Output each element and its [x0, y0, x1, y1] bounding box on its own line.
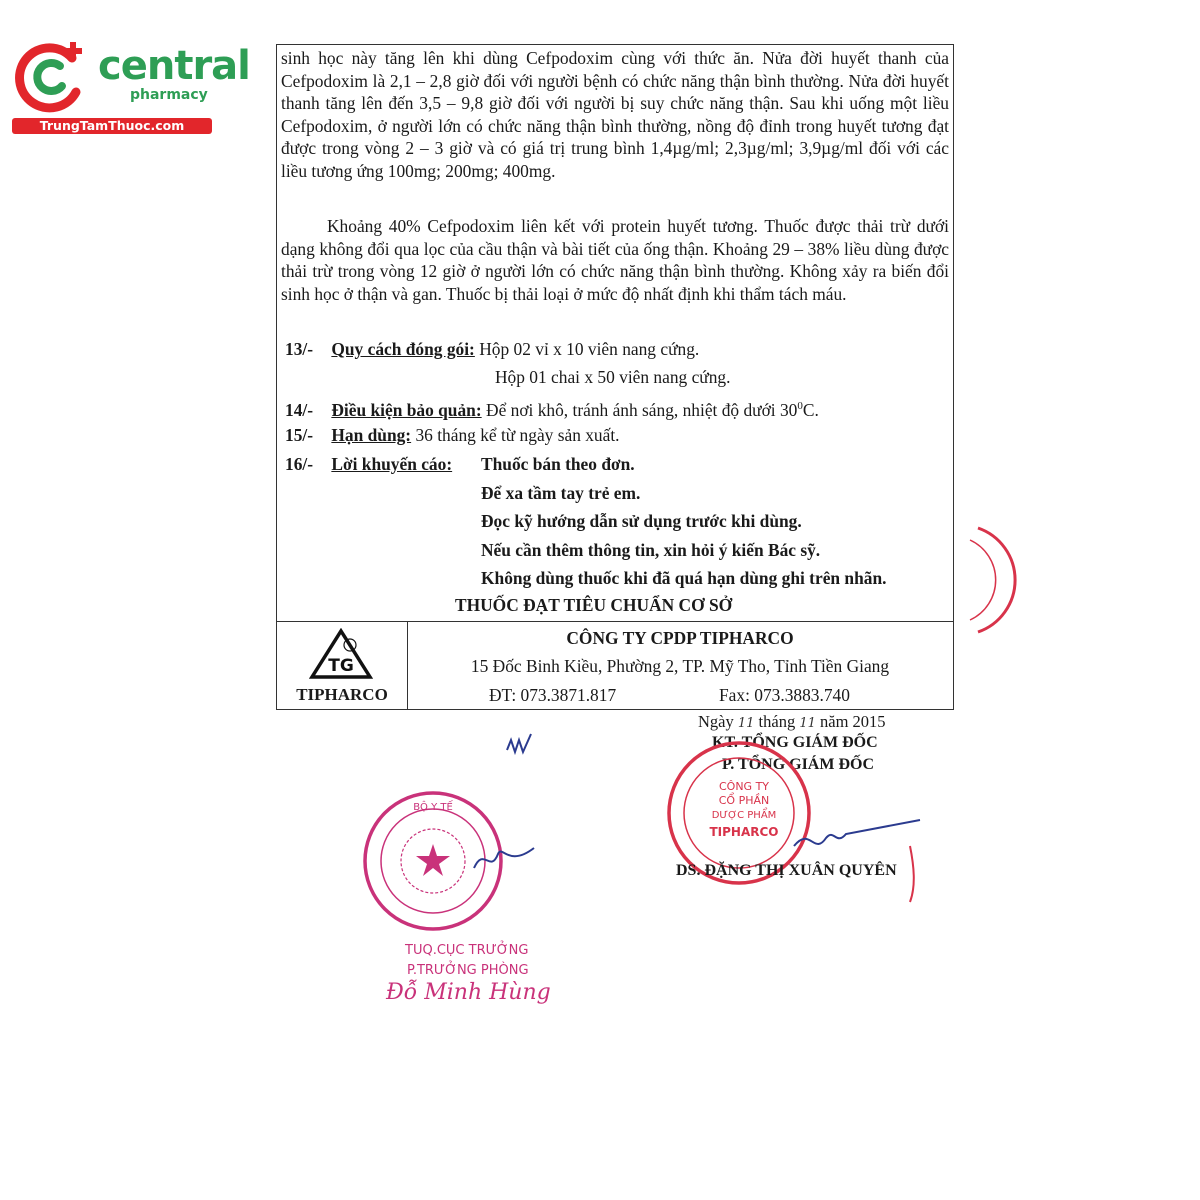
signer-title-1: KT. TỔNG GIÁM ĐỐC: [712, 734, 878, 751]
section-14: [285, 395, 819, 421]
brand-name: central: [98, 43, 250, 89]
section-number: 13/-: [285, 339, 314, 359]
paragraph-protein-binding: Khoảng 40% Cefpodoxim liên kết với protein huyết tương. Thuốc được thải trừ dưới dạng không đổi qua lọc của cầu thận và bài tiết của ống thận. Khoảng 29 – 38% liều dùng được thải trừ trong vòng 12 giờ ở người lớn có chức năng thận bình thường. Không xảy ra biến đổi sinh học ở thận và gan. Thuốc bị thải loại ở mức độ nhất định khi thẩm tách máu.: [281, 216, 949, 304]
signing-date: [698, 712, 886, 732]
temperature-unit: C.: [802, 399, 819, 420]
document-box: [276, 44, 954, 710]
section-number: 16/-: [285, 454, 314, 474]
section-number: 14/-: [285, 399, 314, 420]
stamp-line-3: DƯỢC PHẨM: [711, 810, 777, 821]
date-month-prefix: tháng: [758, 712, 796, 731]
advice-item: Để xa tầm tay trẻ em.: [481, 483, 641, 503]
stamp-line-2: CỔ PHẦN: [718, 794, 770, 807]
company-address: 15 Đốc Binh Kiều, Phường 2, TP. Mỹ Tho, Tỉnh Tiền Giang: [470, 656, 890, 676]
section-16: [285, 453, 452, 475]
date-month: 11: [799, 716, 816, 731]
advice-item: Không dùng thuốc khi đã quá hạn dùng ghi trên nhãn.: [481, 568, 887, 588]
signer-name: DS. ĐẶNG THỊ XUÂN QUYÊN: [676, 862, 897, 879]
company-logo-cell: [277, 622, 408, 710]
logo-letters: TG: [328, 656, 354, 676]
advice-item: Thuốc bán theo đơn.: [481, 454, 635, 474]
company-signature-icon: [790, 806, 930, 906]
partial-stamp-icon: [958, 520, 1018, 640]
section-heading: Hạn dùng:: [331, 425, 412, 445]
company-logo-name: TIPHARCO: [296, 685, 388, 704]
section-heading: Điều kiện bảo quản:: [331, 399, 482, 420]
initial-mark-icon: [505, 730, 545, 760]
section-number: 15/-: [285, 425, 314, 445]
section-text: Hộp 02 vỉ x 10 viên nang cứng.: [479, 339, 700, 359]
company-phone: ĐT: 073.3871.817: [489, 685, 617, 705]
section-13: [285, 338, 699, 360]
date-year: năm 2015: [820, 712, 886, 731]
company-fax: Fax: 073.3883.740: [719, 685, 850, 705]
section-heading: Quy cách đóng gói:: [331, 339, 475, 359]
central-pharmacy-logo: [10, 36, 250, 136]
degree-superscript: 0: [797, 400, 803, 412]
brand-subtitle: pharmacy: [130, 87, 208, 103]
central-pharmacy-logo-mark-icon: [10, 36, 92, 118]
section-heading: Lời khuyến cáo:: [331, 454, 453, 474]
stamp-line-4: TIPHARCO: [709, 825, 779, 839]
quality-standard: THUỐC ĐẠT TIÊU CHUẨN CƠ SỞ: [455, 595, 733, 615]
date-prefix: Ngày: [698, 712, 734, 731]
advice-item: Nếu cần thêm thông tin, xin hỏi ý kiến Bác sỹ.: [481, 540, 821, 560]
gov-title-1: TUQ.CỤC TRƯỞNG: [405, 943, 529, 958]
gov-title-2: P.TRƯỞNG PHÒNG: [407, 963, 529, 978]
gov-signature-icon: [470, 838, 540, 878]
advice-item: Đọc kỹ hướng dẫn sử dụng trước khi dùng.: [481, 511, 802, 531]
stamp-line-1: CÔNG TY: [718, 780, 770, 793]
brand-website: TrungTamThuoc.com: [12, 118, 212, 134]
gov-signer-name: Đỗ Minh Hùng: [386, 980, 551, 1005]
section-15: [285, 424, 620, 446]
paragraph-pharmacokinetics: sinh học này tăng lên khi dùng Cefpodoxim cùng với thức ăn. Nửa đời huyết thanh của Cefpodoxim là 2,1 – 2,8 giờ đối với người bệnh có chức năng thận bình thường. Nửa đời huyết thanh tăng lên đến 3,5 – 9,8 giờ đối với người bị suy chức năng thận. Sau khi uống một liều Cefpodoxim, ở người lớn có chức năng thận bình thường, nồng độ đỉnh trong huyết tương đạt được trong vòng 2 – 3 giờ và có giá trị trung bình 1,4µg/ml; 2,3µg/ml; 3,9µg/ml đối với các liều tương ứng 100mg; 200mg; 400mg.: [281, 48, 949, 181]
tipharco-triangle-logo-icon: [309, 628, 373, 680]
company-info-table: [277, 621, 953, 710]
section-text: Để nơi khô, tránh ánh sáng, nhiệt độ dưới 30: [486, 399, 798, 420]
section-text: 36 tháng kể từ ngày sản xuất.: [415, 425, 620, 445]
signer-title-2: P. TỔNG GIÁM ĐỐC: [722, 756, 875, 773]
date-day: 11: [737, 716, 755, 731]
stamp-top-text: BỘ Y TẾ: [413, 802, 453, 813]
section-13-line2: Hộp 01 chai x 50 viên nang cứng.: [495, 367, 731, 387]
company-name: CÔNG TY CPDP TIPHARCO: [566, 628, 794, 648]
